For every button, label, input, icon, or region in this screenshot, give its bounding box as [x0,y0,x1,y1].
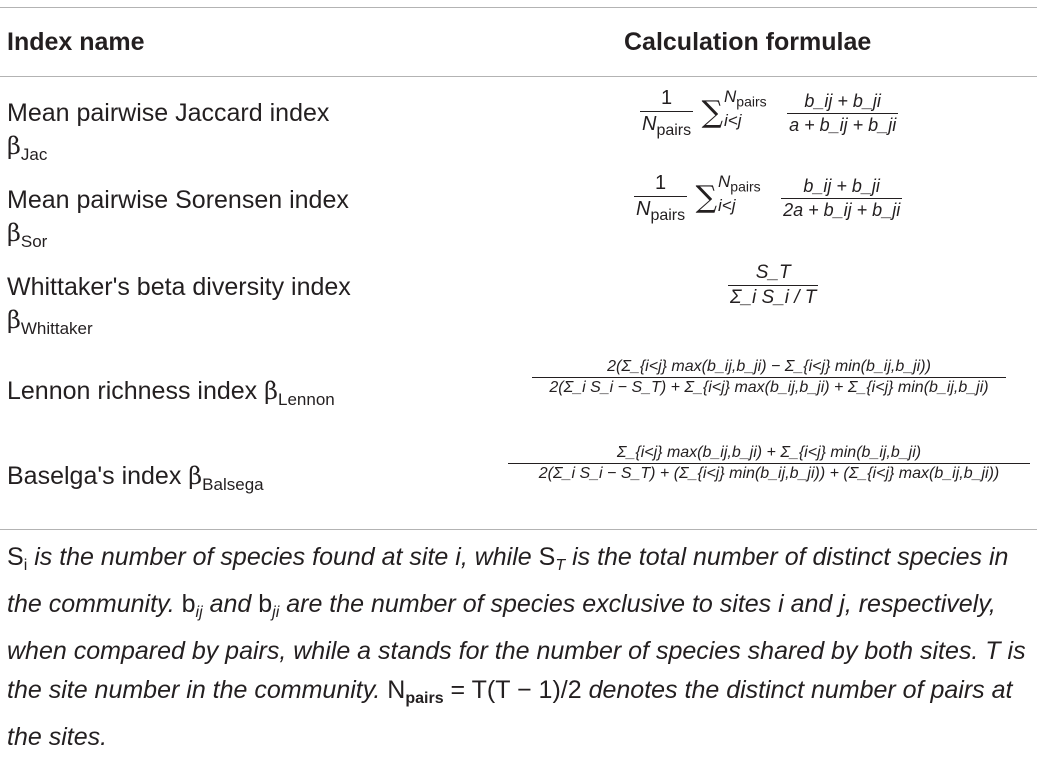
table-footnote [7,538,1037,757]
beta-subscript: Jac [20,145,48,164]
beta-subscript: Lennon [278,390,335,409]
formula-denominator: 2(Σ_i S_i − S_T) + (Σ_{i<j} min(b_ij,b_ji)) + (Σ_{i<j} max(b_ij,b_ji)) [538,465,1000,482]
table-header-rule [0,76,1037,77]
sum-upper-sub: pairs [730,178,761,195]
beta-symbol: β [264,377,278,405]
symbol-s-i: $S_i$ [7,543,28,574]
formula-numerator: b_ij + b_ji [804,91,881,111]
footnote-part-5: = T(T − 1)/2 [450,676,582,704]
sum-lower: i<j [724,111,742,131]
sum-symbol: ∑ [695,180,718,216]
sum-symbol: ∑ [701,95,724,131]
row-whittaker-name [7,271,351,345]
row-sorensen-name [7,184,349,258]
sum-upper-base: N [724,86,737,106]
row-jaccard-name [7,97,329,171]
symbol-n-pairs: $N_{pairs}$ [387,676,444,707]
index-name-text: Mean pairwise Jaccard index [7,99,330,127]
formula-denominator: a + b_ij + b_ji [789,115,897,135]
symbol-s-t: $S_T$ [538,543,566,574]
index-name-text: Lennon richness index [7,377,258,405]
formula-jaccard [640,87,898,140]
header-index-name: Index name [7,28,145,56]
sum-upper-base: N [718,171,731,191]
formula-numerator: Σ_{i<j} max(b_ij,b_ji) + Σ_{i<j} min(b_ij,b_ji) [616,444,922,461]
formula-sorensen [634,172,902,225]
formula-baselga [508,444,1030,483]
header-calculation-formulae: Calculation formulae [624,28,872,56]
formula-denominator: 2a + b_ij + b_ji [783,200,901,220]
formula-numerator: b_ij + b_ji [803,176,880,196]
fraction-one: 1 [661,87,673,109]
footnote-part-4: are the number of species exclusive to sites i and j, respectively, when compared by pairs, while a stands for the number of species shared by both sites. T is the site number in the community. [7,590,1026,704]
formula-numerator: 2(Σ_{i<j} max(b_ij,b_ji) − Σ_{i<j} min(b_ij,b_ji)) [607,358,931,375]
beta-symbol: β [188,462,203,490]
row-lennon-name [7,375,335,416]
n-pairs-base: N [636,198,651,220]
n-pairs-base: N [642,113,657,135]
index-name-text: Mean pairwise Sorensen index [7,186,349,214]
footnote-part-6: denotes the distinct number of pairs at the sites. [7,676,1013,751]
fraction-one: 1 [655,172,667,194]
index-name-text: Whittaker's beta diversity index [7,273,351,301]
table-top-rule [0,7,1037,8]
beta-symbol: β [7,219,21,247]
footnote-part-2: is the total number of distinct species in the community. [7,543,1009,618]
footnote-part-3: and [209,590,252,618]
table-bottom-rule [0,529,1037,530]
formula-denominator: 2(Σ_i S_i − S_T) + Σ_{i<j} max(b_ij,b_ji) + Σ_{i<j} min(b_ij,b_ji) [549,379,989,396]
sum-block [695,171,761,216]
row-baselga-name [7,460,264,501]
formula-denominator: Σ_i S_i / T [730,287,817,308]
n-pairs-sub: pairs [650,207,686,224]
sum-lower: i<j [718,196,736,216]
beta-symbol: β [7,132,21,160]
beta-subscript: Balsega [202,475,264,494]
beta-subscript: Whittaker [20,319,93,338]
sum-block [701,86,767,131]
n-pairs-sub: pairs [656,122,692,139]
beta-subscript: Sor [20,232,48,251]
footnote-part-1: is the number of species found at site i, while [34,543,532,571]
formula-numerator: S_T [755,262,791,283]
beta-symbol: β [7,306,21,334]
symbol-b-ij: $b_{ij}$ [181,590,203,621]
index-name-text: Baselga's index [7,462,182,490]
symbol-b-ji: $b_{ji}$ [258,590,280,621]
formula-whittaker [728,262,818,309]
formula-lennon [532,358,1006,397]
sum-upper-sub: pairs [736,93,767,110]
